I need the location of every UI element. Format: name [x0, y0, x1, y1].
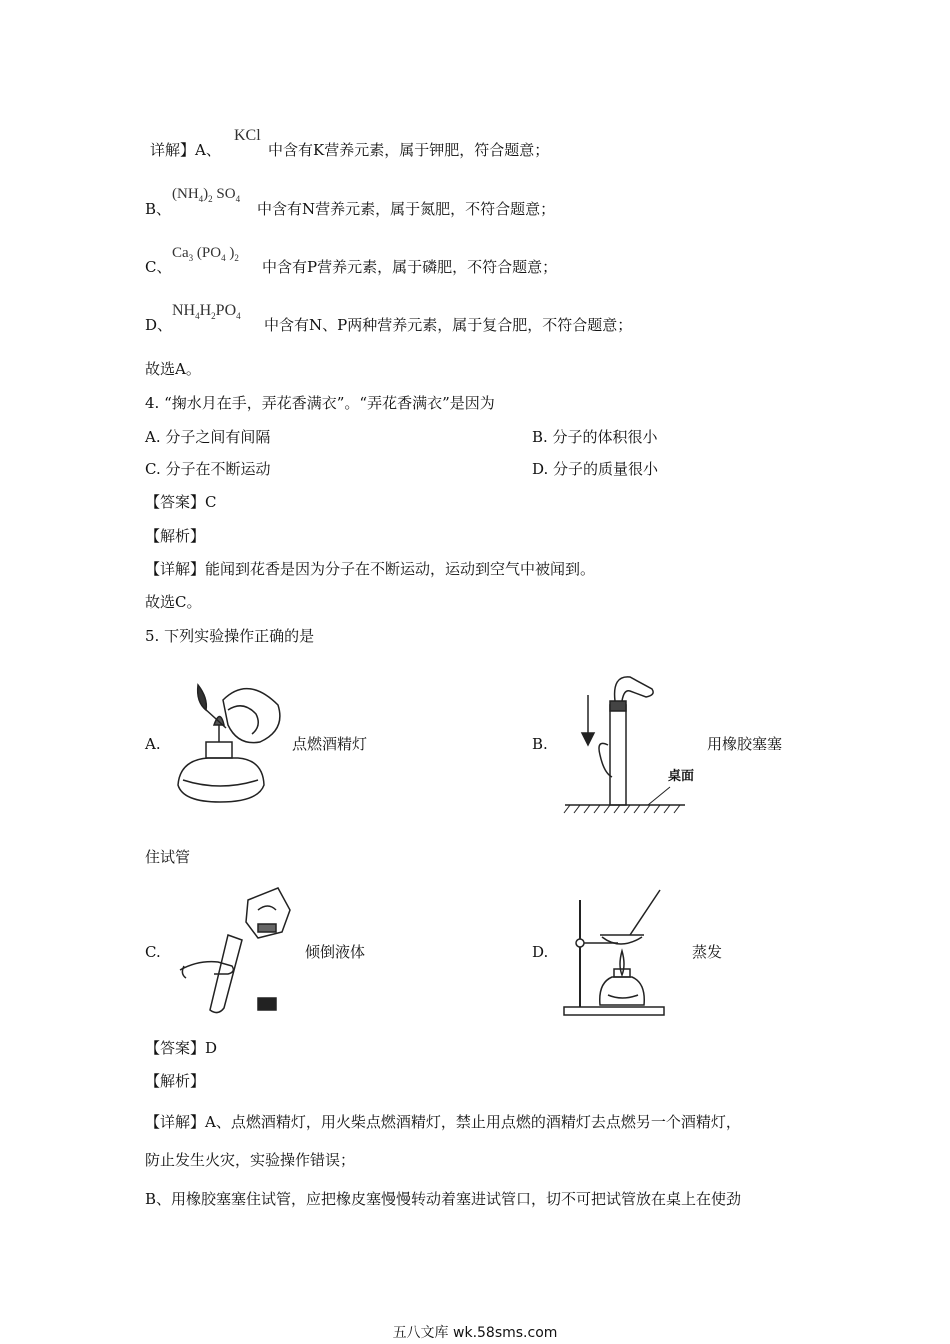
q3-explain-d-text: 中含有N、P两种营养元素，属于复合肥，不符合题意；	[264, 316, 633, 334]
q4-conclusion: 故选C。	[145, 593, 202, 611]
q4-option-b: B. 分子的体积很小	[532, 428, 658, 446]
q5-question: 5. 下列实验操作正确的是	[145, 627, 315, 645]
evaporation-figure	[560, 885, 670, 1020]
q5-option-b-text: 用橡胶塞塞	[707, 735, 783, 753]
q5-option-d-text: 蒸发	[692, 943, 723, 961]
q4-option-a: A. 分子之间有间隔	[145, 428, 271, 446]
formula-ammonium-dihydrogen-phosphate: $NH_4H_2PO_4$	[172, 302, 241, 322]
q3-explain-b-prefix: B、	[145, 200, 172, 218]
q4-question: 4. “掬水月在手，弄花香满衣”。“弄花香满衣”是因为	[145, 394, 495, 412]
q5-detail-line3: B、用橡胶塞塞住试管，应把橡皮塞慢慢转动着塞进试管口，切不可把试管放在桌上在使劲	[145, 1190, 742, 1208]
test-tube-stopper-figure	[560, 665, 690, 815]
footer-watermark: 五八文库 wk.58sms.com	[392, 1325, 558, 1341]
figure-b-table-label: 桌面	[668, 769, 695, 784]
formula-calcium-phosphate: $Ca_3$ ($PO_4$ )$_2$	[172, 245, 239, 263]
q3-explain-b-text: 中含有N营养元素，属于氮肥，不符合题意；	[257, 200, 556, 218]
q3-explain-c-text: 中含有P营养元素，属于磷肥，不符合题意；	[262, 258, 558, 276]
alcohol-lamp-lighting-figure	[168, 680, 288, 810]
q3-explain-a-prefix: 详解】A、	[150, 141, 221, 159]
q5-option-c-text: 倾倒液体	[305, 943, 366, 961]
q5-analysis: 【解析】	[145, 1072, 206, 1090]
q5-answer: 【答案】D	[145, 1039, 218, 1057]
q3-explain-c-prefix: C、	[145, 258, 172, 276]
q5-option-a-text: 点燃酒精灯	[292, 735, 368, 753]
q5-detail-line1: 【详解】A、点燃酒精灯，用火柴点燃酒精灯，禁止用点燃的酒精灯去点燃另一个酒精灯，	[145, 1113, 741, 1131]
q3-conclusion: 故选A。	[145, 360, 201, 378]
q5-option-b-text-cont: 住试管	[145, 848, 191, 866]
q4-analysis: 【解析】	[145, 527, 206, 545]
q5-option-c-label: C.	[145, 943, 161, 961]
q3-explain-a-text: 中含有K营养元素，属于钾肥，符合题意；	[268, 141, 550, 159]
q5-option-a-label: A.	[145, 735, 161, 753]
q4-answer: 【答案】C	[145, 493, 217, 511]
q5-option-b-label: B.	[532, 735, 548, 753]
q5-option-d-label: D.	[532, 943, 549, 961]
q4-option-c: C. 分子在不断运动	[145, 460, 271, 478]
formula-ammonium-sulfate: $(NH_4)_2$ $SO_4$	[172, 186, 241, 204]
q3-explain-d-prefix: D、	[145, 316, 173, 334]
q4-detail: 【详解】能闻到花香是因为分子在不断运动，运动到空气中被闻到。	[145, 560, 596, 578]
pouring-liquid-figure	[178, 880, 308, 1020]
q4-option-d: D. 分子的质量很小	[532, 460, 659, 478]
q5-detail-line2: 防止发生火灾，实验操作错误；	[145, 1151, 356, 1169]
formula-kcl: KCl	[234, 127, 261, 144]
q3-explain-a	[150, 140, 221, 160]
